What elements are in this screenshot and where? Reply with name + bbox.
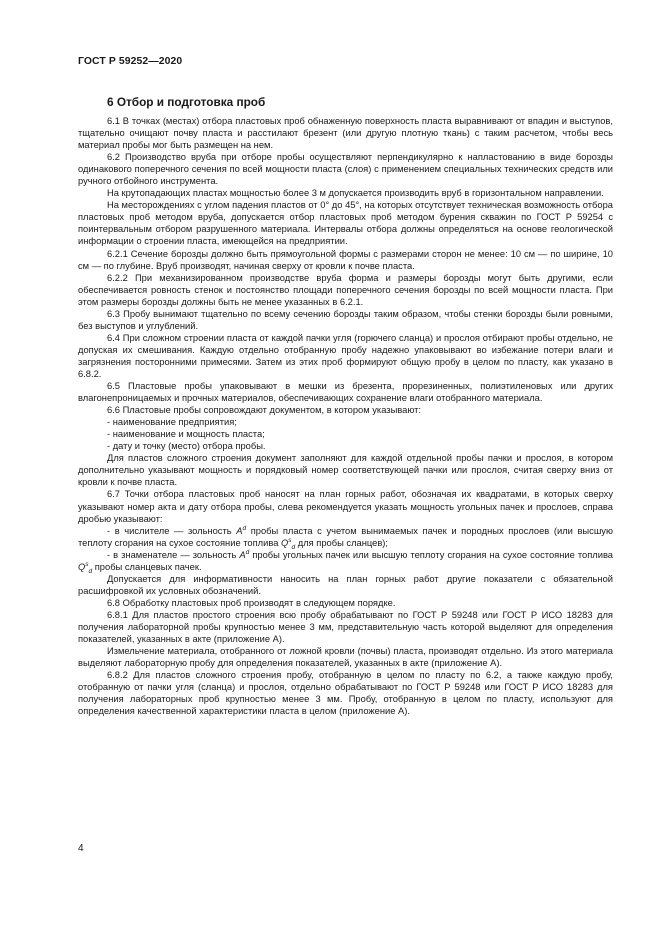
paragraph: 6.5 Пластовые пробы упаковывают в мешки из брезента, прорезиненных, полиэтиленовых или других влагонепроницаемых и прочных материалов, обеспечивающих сохранение влаги отобранного материала. xyxy=(78,381,613,404)
paragraph: Измельчение материала, отобранного от ложной кровли (почвы) пласта, производят отдельно. Из этого материала выделяют лабораторную пробу для определения показателей, указанных в акте (приложение А). xyxy=(78,646,613,669)
paragraph: 6.1 В точках (местах) отбора пластовых проб обнаженную поверхность пласта выравнивают от впадин и выступов, тщательно очищают почву пласта и расстилают брезент (или другую плотную ткань) с таким расчетом, чтобы весь материал пробы мог быть размещен на нем. xyxy=(78,116,613,151)
paragraph: 6.6 Пластовые пробы сопровождают документом, в котором указывают: xyxy=(107,405,422,416)
paragraph: 6.8.1 Для пластов простого строения всю пробу обрабатывают по ГОСТ Р 59248 или ГОСТ Р ИСО 18283 для получения лабораторной пробы крупностью менее 3 мм, представительную часть которой выделяют для определения показателей, указанных в акте (приложение А). xyxy=(78,609,613,645)
paragraph: 6.3 Пробу вынимают тщательно по всему сечению борозды таким образом, чтобы стенки борозды были ровными, без выступов и углублений. xyxy=(78,308,613,331)
document-header: ГОСТ Р 59252—2020 xyxy=(78,56,183,67)
list-item: - наименование и мощность пласта; xyxy=(107,429,265,440)
list-item: - наименование предприятия; xyxy=(107,417,237,428)
paragraph: На месторождениях с углом падения пластов от 0° до 45°, на которых отсутствует техническая возможность отбора пластовых проб методом вруба, допускается отбор пластовых проб методом бурения скважин по ГОСТ Р 59254 с поинтервальным отбором разрушенного материала. Интервалы отбора должны определяться на основе геологической информации о строении пласта, имеющейся на предприятии. xyxy=(78,200,613,247)
section-title: 6 Отбор и подготовка проб xyxy=(107,95,266,109)
paragraph: 6.2.2 При механизированном производстве вруба форма и размеры борозды могут быть другими, если обеспечивается ровность стенок и постоянство площади поперечного сечения борозды по всей мощности пласта. При этом размеры борозды должны быть не менее указанных в 6.2.1. xyxy=(78,272,613,307)
paragraph: 6.8.2 Для пластов сложного строения пробу, отобранную в целом по пласту по 6.2, а также каждую пробу, отобранную от пачки угля (сланца) и прослоя, отдельно обрабатывают по ГОСТ Р 59248 или ГОСТ Р ИСО 18283 для получения лабораторных проб крупностью менее 3 мм. Пробу, отобранную в целом по пласту, используют для определения качественной характеристики пласта в целом (приложение А). xyxy=(78,670,613,717)
paragraph: 6.2.1 Сечение борозды должно быть прямоугольной формы с размерами сторон не менее: 10 см — по ширине, 10 см — по глубине. Вруб производят, начиная сверху от кровли к почве пласта. xyxy=(78,248,613,271)
paragraph: 6.2 Производство вруба при отборе пробы осуществляют перпендикулярно к напластованию в виде борозды одинакового поперечного сечения по всей мощности пласта (слоя) с применением специальных технических средств или ручного отбойного инструмента. xyxy=(78,152,613,187)
paragraph: 6.8 Обработку пластовых проб производят в следующем порядке. xyxy=(107,597,396,608)
body-text xyxy=(78,115,613,717)
paragraph: 6.4 При сложном строении пласта от каждой пачки угля (горючего сланца) и прослоя отбирают пробы отдельно, не допуская их смешивания. Каждую отдельно отобранную пробу надежно упаковывают во избежание потери влаги и загрязнения посторонними примесями. Затем из этих проб формируют общую пробу в целом по пласту, как указано в 6.8.2. xyxy=(78,332,613,379)
denominator-item: - в знаменателе — зольность $A^d$ пробы угольных пачек или высшую теплоту сгорания на сухое состояние топлива $Q^s_d$ пробы сланцевых пачек. xyxy=(78,548,614,575)
paragraph: На крутопадающих пластах мощностью более 3 м допускается производить вруб в горизонтальном направлении. xyxy=(107,188,604,199)
list-item: - дату и точку (место) отбора пробы. xyxy=(107,441,266,452)
page-number: 4 xyxy=(78,843,84,854)
numerator-item: - в числителе — зольность $A^d$ пробы пласта с учетом вынимаемых пачек и породных прослоев (или высшую теплоту сгорания на сухое состояние топлива $Q^s_d$ для пробы сланцев); xyxy=(78,524,613,551)
paragraph: Для пластов сложного строения документ заполняют для каждой отдельной пробы пачки и прослоя, в котором дополнительно указывают мощность и порядковый номер соответствующей пачки или прослоя, считая сверху вниз от кровли к почве пласта. xyxy=(78,453,613,488)
paragraph: 6.7 Точки отбора пластовых проб наносят на план горных работ, обозначая их квадратами, в которых сверху указывают номер акта и дату отбора пробы, слева рекомендуется указать мощность угольных пачек и прослоев, справа дробью указывают: xyxy=(78,489,613,524)
paragraph: Допускается для информативности наносить на план горных работ другие показатели с обязательной расшифровкой их условных обозначений. xyxy=(78,573,613,596)
